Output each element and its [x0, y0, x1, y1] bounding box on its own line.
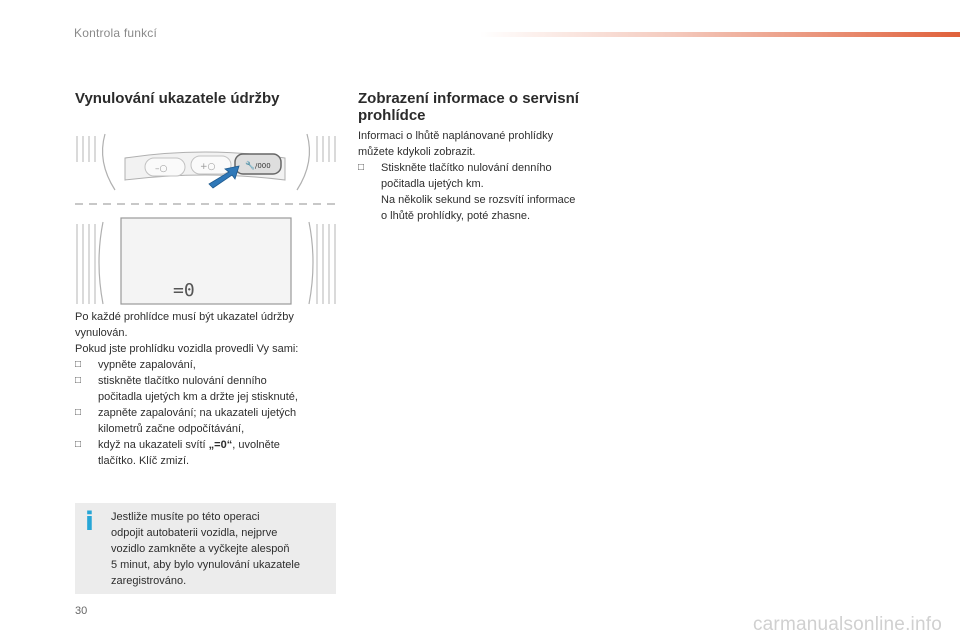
watermark: carmanualsonline.info	[752, 614, 942, 635]
step-text-emphasis: „=0“	[208, 439, 233, 451]
intro-line: vynulován.	[75, 327, 128, 339]
heading-line: prohlídce	[358, 107, 426, 124]
info-note-text	[111, 509, 331, 589]
intro-line: Po každé prohlídce musí být ukazatel údržby	[75, 311, 294, 323]
svg-text:–○: –○	[155, 164, 168, 174]
trip-button-label: /000	[255, 162, 271, 170]
step-text: o lhůtě prohlídky, poté zhasne.	[381, 210, 531, 222]
display-reading: =0	[173, 280, 195, 301]
bullet-icon: □	[75, 407, 82, 418]
step-text-part: když na ukazateli svítí	[98, 439, 209, 451]
info-icon: i	[85, 507, 94, 537]
info-line: vozidlo zamkněte a vyčkejte alespoň	[111, 543, 290, 555]
trip-reset-button	[235, 154, 281, 174]
step-item	[358, 160, 618, 224]
intro-line: Pokud jste prohlídku vozidla provedli Vy sami:	[75, 343, 299, 355]
step-text: Na několik sekund se rozsvítí informace	[381, 194, 576, 206]
minus-button-icon	[145, 158, 185, 176]
bullet-icon: □	[358, 162, 365, 173]
cluster-svg	[75, 132, 337, 306]
svg-text:+○: +○	[200, 162, 216, 172]
step-text: Stiskněte tlačítko nulování denního	[381, 162, 552, 174]
info-note-box	[75, 503, 336, 594]
section-heading-service-info	[358, 90, 618, 124]
intro-line: můžete kdykoli zobrazit.	[358, 146, 476, 158]
right-instructions	[358, 128, 618, 224]
step-item	[75, 437, 337, 469]
page-header-title: Kontrola funkcí	[74, 26, 158, 40]
step-text: zapněte zapalování; na ukazateli ujetých	[98, 407, 297, 419]
bullet-icon: □	[75, 439, 82, 450]
step-item	[75, 357, 337, 373]
wrench-icon: 🔧	[245, 161, 255, 170]
info-line: zaregistrováno.	[111, 575, 187, 587]
heading-line: Zobrazení informace o servisní	[358, 90, 579, 107]
step-text: tlačítko. Klíč zmizí.	[98, 455, 190, 467]
step-text: kilometrů začne odpočítávání,	[98, 423, 245, 435]
section-heading-reset: Vynulování ukazatele údržby	[75, 90, 280, 107]
instrument-cluster-illustration	[75, 132, 337, 306]
left-instructions	[75, 309, 337, 469]
step-text: stiskněte tlačítko nulování denního	[98, 375, 267, 387]
step-text-part: , uvolněte	[232, 439, 280, 451]
step-text: počitadla ujetých km.	[381, 178, 484, 190]
info-line: Jestliže musíte po této operaci	[111, 511, 260, 523]
step-item	[75, 405, 337, 437]
info-line: 5 minut, aby bylo vynulování ukazatele	[111, 559, 300, 571]
step-text: vypněte zapalování,	[98, 359, 196, 371]
page-number: 30	[75, 605, 88, 617]
plus-button-icon	[191, 156, 231, 174]
bullet-icon: □	[75, 375, 82, 386]
info-line: odpojit autobaterii vozidla, nejprve	[111, 527, 278, 539]
header-accent-bar	[480, 32, 960, 37]
step-item	[75, 373, 337, 405]
odometer-display	[121, 218, 291, 304]
bullet-icon: □	[75, 359, 82, 370]
step-text: počitadla ujetých km a držte jej stisknuté,	[98, 391, 298, 403]
step-text	[98, 437, 337, 453]
intro-line: Informaci o lhůtě naplánované prohlídky	[358, 130, 554, 142]
